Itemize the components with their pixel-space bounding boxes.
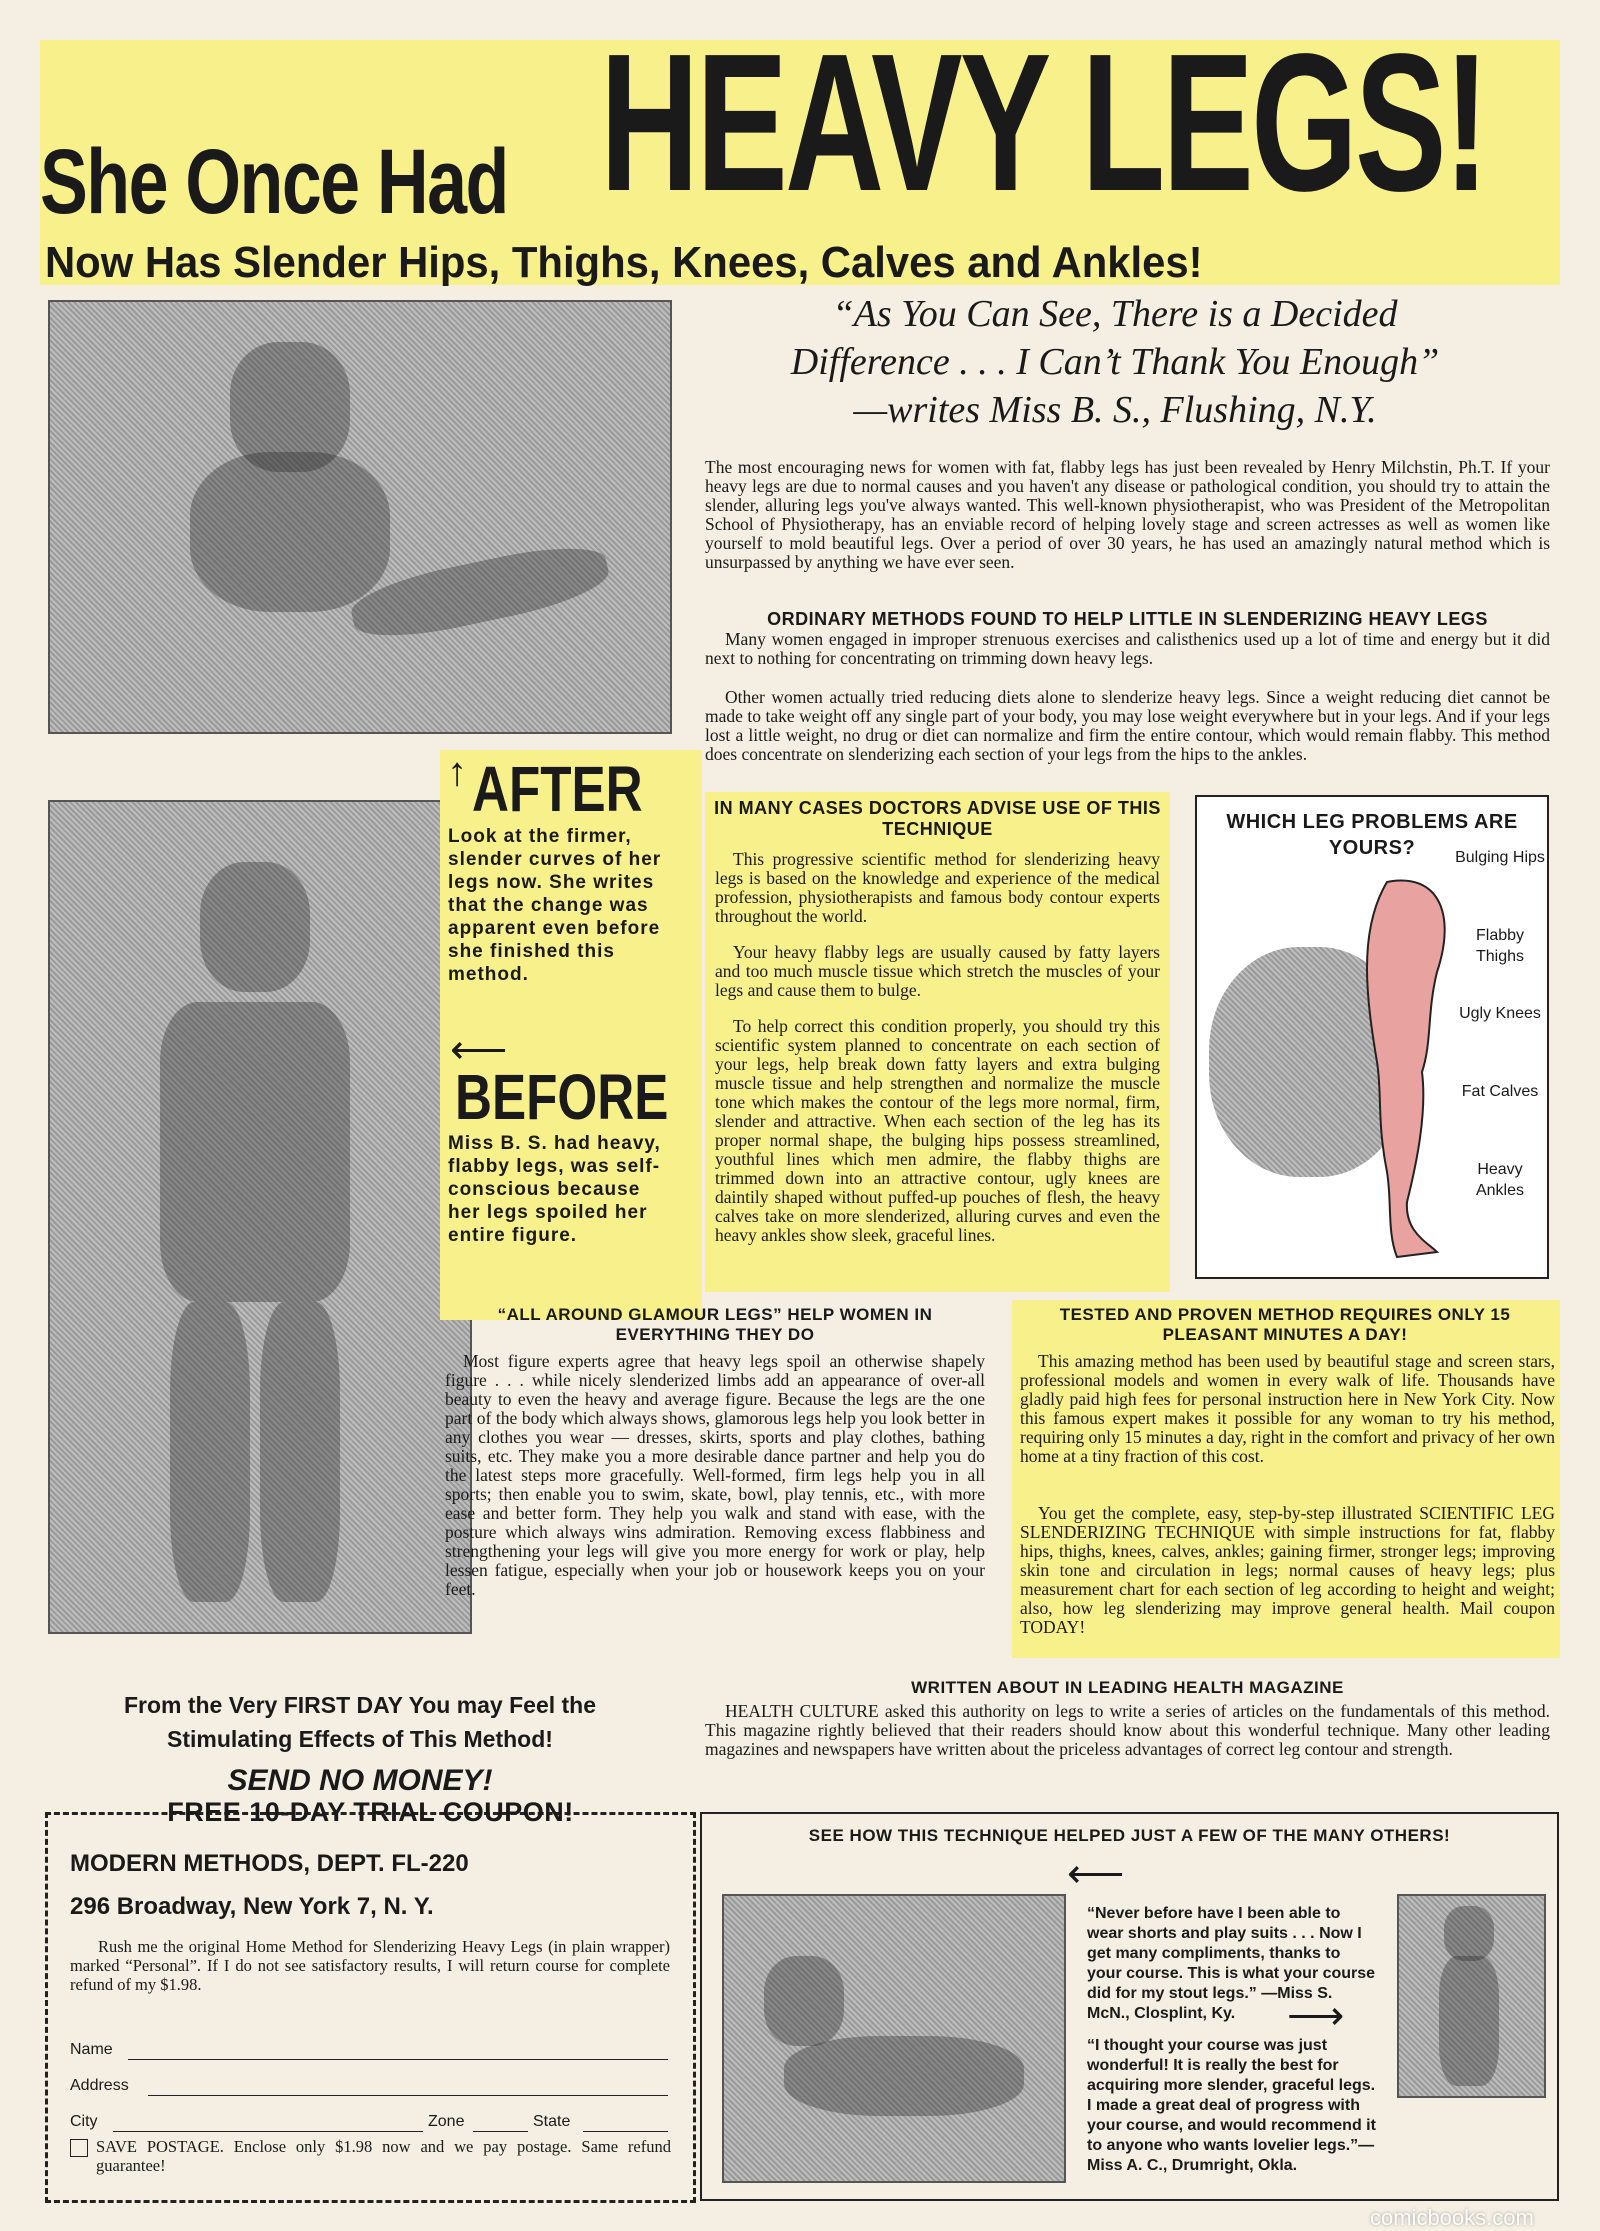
trial-coupon	[45, 1797, 696, 2203]
coupon-address-label: Address	[70, 2077, 129, 2094]
section4-p2: You get the complete, easy, step-by-step illustrated SCIENTIFIC LEG SLENDERIZING TECHNIQUE with simple instructions for fat, flabby hips, thighs, knees, calves, ankles; gaining firmer, stronger legs; improving skin tone and circulation in legs; normal causes of heavy legs; plus measurement chart for each section of leg according to height and weight; also, how leg slenderizing may improve general health. Mail coupon TODAY!	[1020, 1503, 1555, 1637]
section5-heading: WRITTEN ABOUT IN LEADING HEALTH MAGAZINE	[911, 1678, 1344, 1697]
before-photo-leg-left	[170, 1302, 250, 1602]
testimonial-photo-2-figure-head	[1444, 1906, 1494, 1961]
coupon-state-field[interactable]	[583, 2131, 668, 2132]
leg-problem-5: Heavy Ankles	[1475, 1161, 1525, 1199]
leg-problem-4: Fat Calves	[1461, 1083, 1539, 1100]
after-label: AFTER	[472, 753, 643, 825]
coupon-city-label: City	[70, 2113, 98, 2130]
promo-send-no-money: SEND NO MONEY!	[227, 1764, 493, 1797]
testimonial-photo-2-figure-body	[1439, 1956, 1499, 2086]
section4-p1: This amazing method has been used by beautiful stage and screen stars, professional models and women in every walk of life. Thousands have gladly paid high fees for personal instruction here in New York City. Now this famous expert makes it possible for any woman to try his method, requiring only 15 minutes a day, right in the comfort and privacy of her own home at a tiny fraction of this cost.	[1020, 1351, 1555, 1466]
save-postage-checkbox[interactable]	[70, 2139, 88, 2157]
quote-line-1: “As You Can See, There is a Decided	[832, 293, 1398, 335]
arrow-up-icon: ↑	[447, 750, 467, 794]
coupon-body: Rush me the original Home Method for Slenderizing Heavy Legs (in plain wrapper) marked “Personal”. If I do not see satisfactory results, I will return course for complete refund of my $1.98.	[70, 1937, 670, 1994]
testimonial-photo-2	[1397, 1894, 1546, 2098]
testimonial-photo-1-figure-head	[764, 1956, 844, 2046]
before-photo-leg-right	[260, 1302, 340, 1602]
after-text: Look at the firmer, slender curves of her legs now. She writes that the change was apparent even before she finished this method.	[448, 826, 662, 985]
section1-p2: Other women actually tried reducing diets alone to slenderize heavy legs. Since a weight reducing diet cannot be made to take weight off any single part of your body, you may lose weight everywhere but in your legs. And if your legs lost a little weight, no drug or diet can normalize and firm the entire contour, which would remain flabby. This method does concentrate on slenderizing each section of your legs from the hips to the ankles.	[705, 687, 1550, 764]
testimonial-2: “I thought your course was just wonderful! It is really the best for acquiring more slender, graceful legs. I made a great deal of progress with your course, and would recommend it to anyone who wants lovelier legs.”—Miss A. C., Drumright, Okla.	[1087, 2037, 1376, 2174]
section2-p3: To help correct this condition properly, you should try this scientific system planned to concentrate on each section of your legs, help break down fatty layers and extra bulging muscle tissue and help strengthen and normalize the muscle tone which makes the contour of the legs more normal, firm, slender and attractive. When each section of the leg has its proper normal shape, the bulging hips possess streamlined, youthful lines which men admire, the flabby thighs are trimmed down into an attractive contour, ugly knees are daintily shaped without puffed-up pouches of flesh, the heavy calves take on more slenderized, alluring curves and even the heavy ankles show sleek, graceful lines.	[715, 1016, 1160, 1245]
coupon-title: FREE 10-DAY TRIAL COUPON!	[167, 1797, 574, 1827]
section5-p1: HEALTH CULTURE asked this authority on legs to write a series of articles on the fundamentals of this method. This magazine rightly believed that their readers should know about this wonderful technique. Many other leading magazines and newspapers have written about the priceless advantages of correct leg contour and strength.	[705, 1701, 1550, 1759]
testimonials-heading: SEE HOW THIS TECHNIQUE HELPED JUST A FEW OF THE MANY OTHERS!	[808, 1826, 1451, 1845]
section1-p1: Many women engaged in improper strenuous exercises and calisthenics used up a lot of time and energy but it did next to nothing for concentrating on trimming down heavy legs.	[705, 629, 1550, 668]
section3-p1: Most figure experts agree that heavy legs spoil an otherwise shapely figure . . . while nicely slenderized limbs add an appearance of over-all beauty to even the heavy and average figure. Because the legs are the one part of the body which always shows, glamorous legs help you look better in any clothes you wear — dresses, skirts, sports and play clothes, bathing suits, etc. They make you a more desirable dance partner and help you do the latest steps more gracefully. Well-formed, firm legs help you in all sports; then enable you to swim, skate, bowl, play tennis, etc., with more ease and better form. They help you walk and stand with ease, with the posture which always wins admiration. Removing excess flabbiness and strengthening your legs will give you more energy for work or play, help lessen fatigue, especially when your job or housework keeps you on your feet.	[445, 1351, 985, 1599]
before-photo-head	[200, 862, 310, 992]
section2-heading: IN MANY CASES DOCTORS ADVISE USE OF THIS TECHNIQUE	[714, 798, 1161, 839]
coupon-address-field[interactable]	[148, 2095, 668, 2096]
promo-block	[40, 1688, 680, 1798]
before-text: Miss B. S. had heavy, flabby legs, was self-conscious because her legs spoiled her entire figure.	[448, 1133, 661, 1246]
coupon-name-label: Name	[70, 2041, 113, 2058]
headline-intro: She Once Had	[40, 131, 508, 233]
before-photo-body	[160, 1002, 350, 1302]
coupon-name-field[interactable]	[128, 2059, 668, 2060]
arrow-left-icon: ⟵	[450, 1028, 508, 1072]
coupon-address: 296 Broadway, New York 7, N. Y.	[70, 1893, 434, 1920]
section2-p1: This progressive scientific method for slenderizing heavy legs is based on the knowledge and experience of the medical profession, physiotherapists and famous body contour experts throughout the world.	[715, 849, 1160, 926]
after-label-group	[447, 750, 643, 825]
after-photo	[48, 300, 672, 734]
testimonial-1: “Never before have I been able to wear shorts and play suits . . . Now I get many compliments, thanks to your course. This is what your course did for my stout legs.” —Miss S. McN., Closplint, Ky.	[1087, 1905, 1376, 2022]
coupon-zone-label: Zone	[428, 2113, 465, 2130]
section2-p2: Your heavy flabby legs are usually caused by fatty layers and too much muscle tissue which stretch the muscles of your legs and cause them to bulge.	[715, 942, 1160, 1000]
leg-illustration	[1357, 872, 1467, 1262]
before-photo	[48, 800, 472, 1634]
leg-problem-3: Ugly Knees	[1459, 1005, 1541, 1022]
coupon-postage: SAVE POSTAGE. Enclose only $1.98 now and we pay postage. Same refund guarantee!	[96, 2137, 671, 2175]
quote-line-2: Difference . . . I Can’t Thank You Enough”	[790, 341, 1440, 383]
coupon-city-field[interactable]	[113, 2131, 423, 2132]
watermark: comicbooks.com	[1370, 2205, 1534, 2230]
headline-sub: Now Has Slender Hips, Thighs, Knees, Calves and Ankles!	[45, 238, 1203, 287]
section1-heading: ORDINARY METHODS FOUND TO HELP LITTLE IN SLENDERIZING HEAVY LEGS	[767, 609, 1488, 629]
testimonial-quote	[700, 290, 1530, 434]
coupon-state-label: State	[533, 2113, 571, 2130]
promo-line-1: From the Very FIRST DAY You may Feel the	[123, 1692, 597, 1718]
section3-heading: “ALL AROUND GLAMOUR LEGS” HELP WOMEN IN EVERYTHING THEY DO	[497, 1305, 933, 1344]
arrow-right-icon: ⟶	[1287, 1994, 1345, 2038]
leg-problem-2: Flabby Thighs	[1475, 927, 1525, 965]
coupon-zone-field[interactable]	[473, 2131, 528, 2132]
leg-problems-box	[1195, 795, 1549, 1279]
arrow-left-icon-2: ⟵	[1067, 1852, 1125, 1896]
leg-problems-title: WHICH LEG PROBLEMS ARE YOURS?	[1226, 811, 1518, 859]
after-photo-figure-body	[190, 452, 390, 612]
testimonial-photo-1-figure-body	[784, 2036, 1024, 2116]
leg-problem-1: Bulging Hips	[1455, 849, 1545, 866]
headline-main: HEAVY LEGS!	[600, 13, 1487, 232]
intro-paragraph: The most encouraging news for women with fat, flabby legs has just been revealed by Henry Milchstin, Ph.T. If your heavy legs are due to normal causes and you haven't any disease or pathological condition, you should try to attain the slender, alluring legs you've always wanted. This well-known physiotherapist, who was President of the Metropolitan School of Physiotherapy, has an enviable record of helping lovely stage and screen actresses as well as women like yourself to mold beautiful legs. Over a period of over 30 years, he has used an amazingly natural method which is unsurpassed by anything we have ever seen.	[705, 457, 1550, 572]
testimonial-photo-1	[722, 1894, 1066, 2183]
coupon-company: MODERN METHODS, DEPT. FL-220	[70, 1850, 469, 1877]
before-label: BEFORE	[455, 1061, 669, 1133]
testimonials-box	[700, 1812, 1559, 2201]
promo-line-2: Stimulating Effects of This Method!	[167, 1726, 553, 1752]
quote-line-3: —writes Miss B. S., Flushing, N.Y.	[853, 389, 1377, 431]
section4-heading: TESTED AND PROVEN METHOD REQUIRES ONLY 15 PLEASANT MINUTES A DAY!	[1059, 1305, 1511, 1344]
